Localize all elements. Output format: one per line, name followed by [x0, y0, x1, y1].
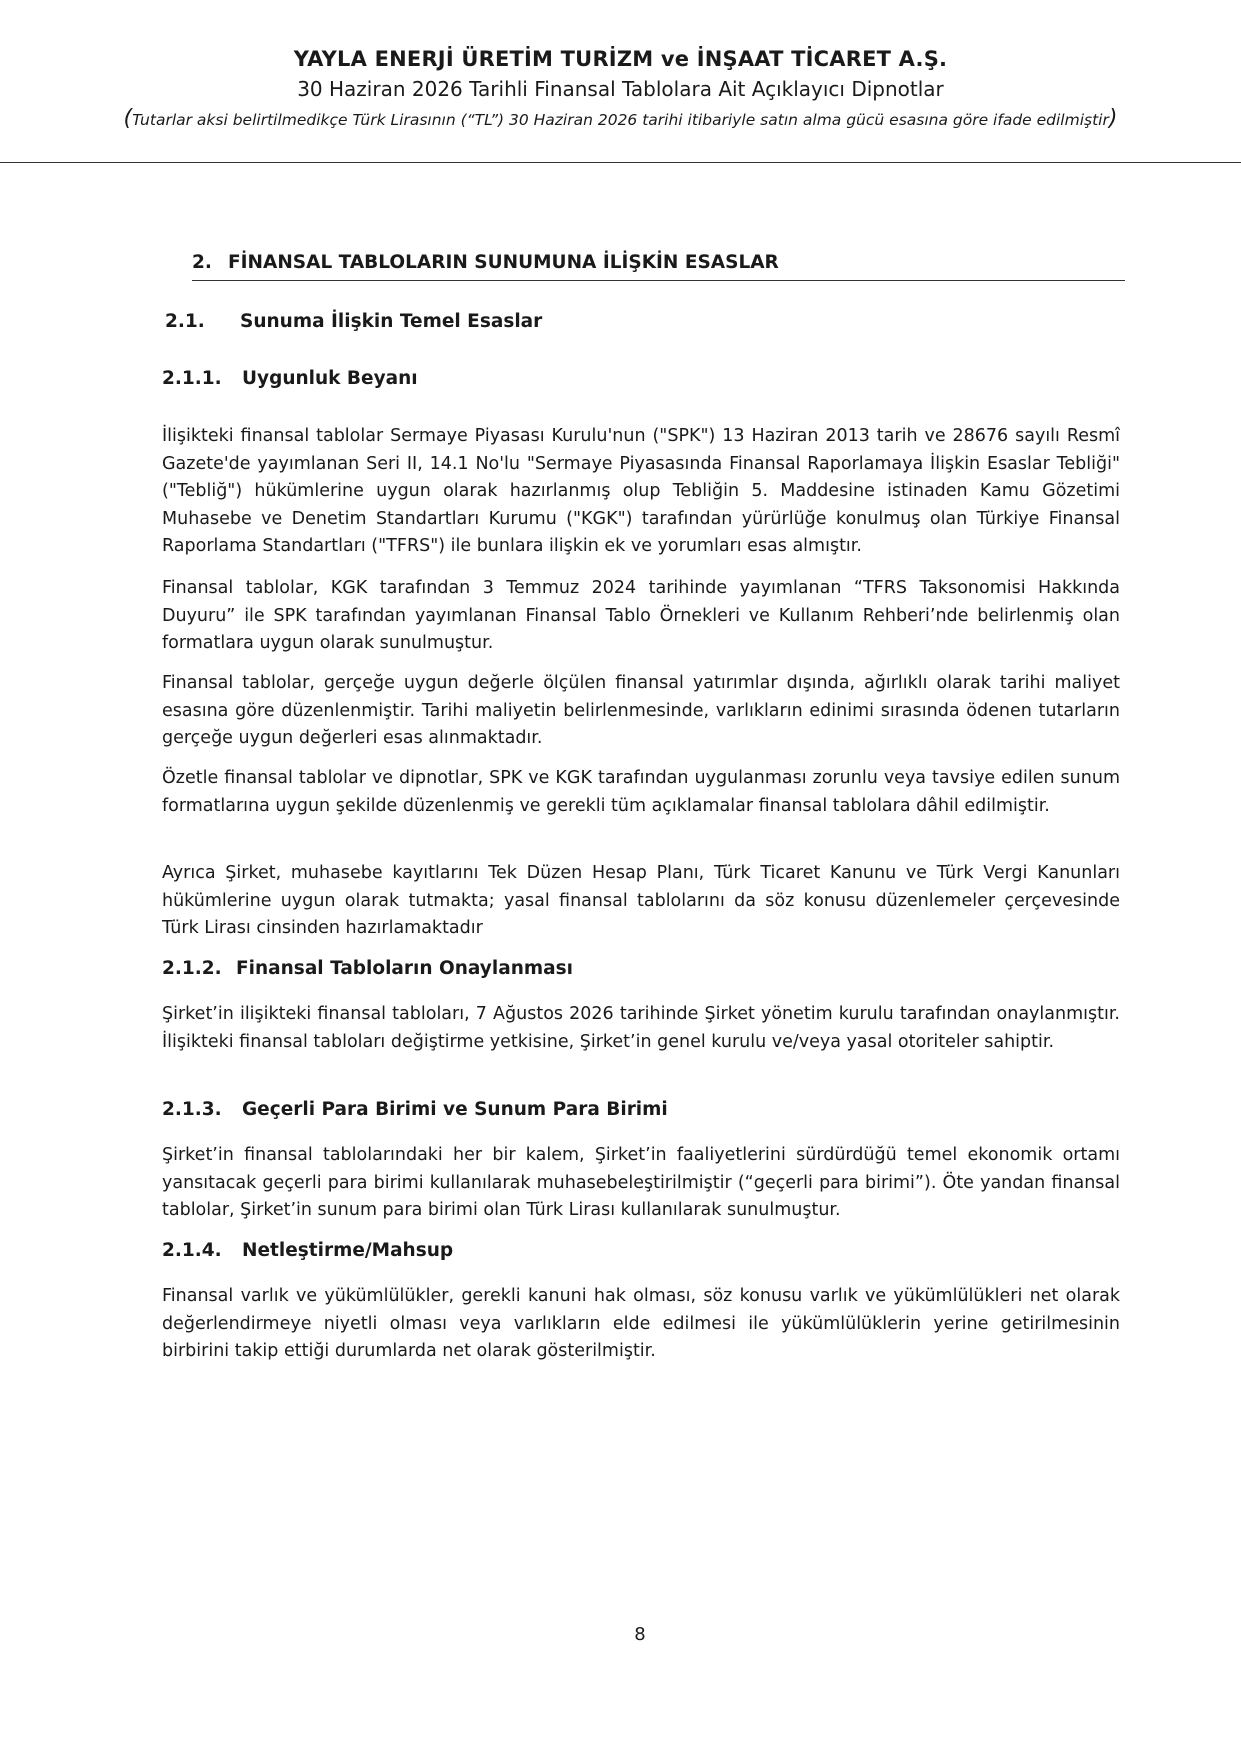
subsection-heading-2-1-2	[162, 958, 573, 979]
subsection-number: 2.1.3.	[162, 1099, 222, 1120]
paragraph: İlişikteki finansal tablolar Sermaye Piyasası Kurulu'nun ("SPK") 13 Haziran 2013 tarih ve 28676 sayılı Resmî Gazete'de yayımlanan Seri II, 14.1 No'lu "Sermaye Piyasasında Finansal Raporlamaya İlişkin Esaslar Tebliği" ("Tebliğ") hükümlerine uygun olarak hazırlanmış olup Tebliğin 5. Maddesine istinaden Kamu Gözetimi Muhasebe ve Denetim Standartları Kurumu ("KGK") tarafından yürürlüğe konulmuş olan Türkiye Finansal Raporlama Standartları ("TFRS") ile bunlara ilişkin ek ve yorumları esas almıştır.	[162, 426, 1120, 557]
subsection-number: 2.1.4.	[162, 1240, 222, 1261]
subsection-number: 2.1.	[165, 311, 205, 332]
paragraph: Finansal tablolar, KGK tarafından 3 Temmuz 2024 tarihinde yayımlanan “TFRS Taksonomisi Hakkında Duyuru” ile SPK tarafından yayımlanan Finansal Tablo Örnekleri ve Kullanım Rehberi’nde belirlenmiş olan formatlara uygun olarak sunulmuştur.	[162, 578, 1120, 654]
report-subtitle: 30 Haziran 2026 Tarihli Finansal Tablolara Ait Açıklayıcı Dipnotlar	[297, 77, 944, 101]
note-close-paren: )	[1108, 106, 1118, 131]
header-divider	[0, 162, 1241, 163]
subsection-heading-2-1-1	[162, 368, 418, 389]
paragraph: Şirket’in ilişikteki finansal tabloları, 7 Ağustos 2026 tarihinde Şirket yönetim kurulu tarafından onaylanmıştır. İlişikteki finansal tabloları değiştirme yetkisine, Şirket’in genel kurulu ve/veya yasal otoriteler sahiptir.	[162, 1004, 1120, 1052]
currency-note	[0, 104, 1241, 135]
subsection-heading-2-1	[165, 311, 542, 332]
paragraph: Ayrıca Şirket, muhasebe kayıtlarını Tek Düzen Hesap Planı, Türk Ticaret Kanunu ve Türk Vergi Kanunları hükümlerine uygun olarak tutmakta; yasal finansal tablolarını da söz konusu düzenlemeler çerçevesinde Türk Lirası cinsinden hazırlamaktadır	[162, 863, 1120, 939]
subsection-title: Uygunluk Beyanı	[242, 368, 418, 389]
subsection-title: Geçerli Para Birimi ve Sunum Para Birimi	[242, 1099, 668, 1120]
paragraph: Şirket’in finansal tablolarındaki her bir kalem, Şirket’in faaliyetlerini sürdürdüğü temel ekonomik ortamı yansıtacak geçerli para birimi kullanılarak muhasebeleştirilmiştir (“geçerli para birimi”). Öte yandan finansal tablolar, Şirket’in sunum para birimi olan Türk Lirası kullanılarak sunulmuştur.	[162, 1145, 1120, 1221]
subsection-title: Netleştirme/Mahsup	[242, 1240, 454, 1261]
subsection-title: Sunuma İlişkin Temel Esaslar	[240, 311, 543, 332]
note-open-paren: (	[123, 106, 133, 131]
currency-note-text: Tutarlar aksi belirtilmedikçe Türk Lirasının (“TL”) 30 Haziran 2026 tarihi itibariyle satın alma gücü esasına göre ifade edilmiştir	[132, 111, 1109, 129]
subsection-number: 2.1.1.	[162, 368, 222, 389]
subsection-heading-2-1-4	[162, 1240, 453, 1261]
subsection-title: Finansal Tabloların Onaylanması	[236, 958, 573, 979]
section-heading	[192, 252, 1125, 281]
page-number: 8	[634, 1624, 646, 1645]
paragraph: Özetle finansal tablolar ve dipnotlar, SPK ve KGK tarafından uygulanması zorunlu veya tavsiye edilen sunum formatlarına uygun şekilde düzenlenmiş ve gerekli tüm açıklamalar finansal tablolara dâhil edilmiştir.	[162, 768, 1120, 816]
company-name: YAYLA ENERJİ ÜRETİM TURİZM ve İNŞAAT TİCARET A.Ş.	[293, 47, 948, 71]
paragraph: Finansal tablolar, gerçeğe uygun değerle ölçülen finansal yatırımlar dışında, ağırlıklı olarak tarihi maliyet esasına göre düzenlenmiştir. Tarihi maliyetin belirlenmesinde, varlıkların edinimi sırasında ödenen tutarların gerçeğe uygun değerleri esas alınmaktadır.	[162, 673, 1120, 749]
subsection-heading-2-1-3	[162, 1099, 668, 1120]
section-title: FİNANSAL TABLOLARIN SUNUMUNA İLİŞKİN ESASLAR	[228, 252, 779, 273]
subsection-number: 2.1.2.	[162, 958, 222, 979]
paragraph: Finansal varlık ve yükümlülükler, gerekli kanuni hak olması, söz konusu varlık ve yükümlülükleri net olarak değerlendirmeye niyetli olması veya varlıkların elde edilmesi ile yükümlülüklerin yerine getirilmesinin birbirini takip ettiği durumlarda net olarak gösterilmiştir.	[162, 1286, 1120, 1362]
section-number: 2.	[192, 252, 212, 273]
page-header	[0, 44, 1241, 135]
